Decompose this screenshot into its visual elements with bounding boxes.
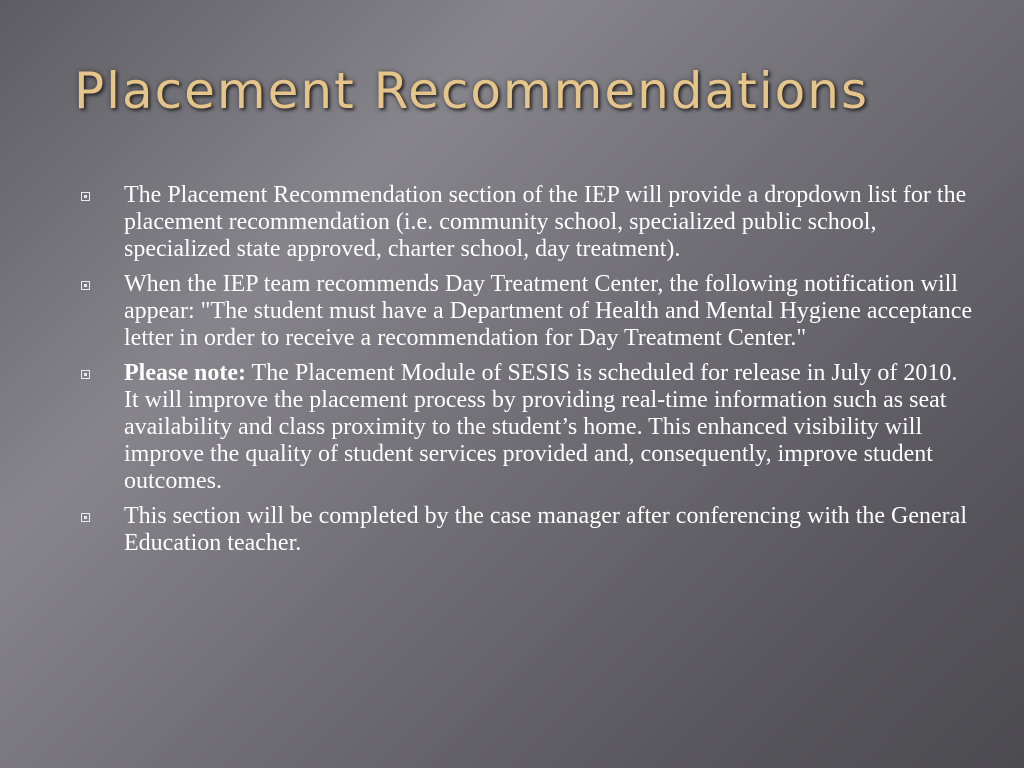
bullet-body: This section will be completed by the case manager after conferencing with the General Education teacher. <box>124 503 967 556</box>
bullet-item <box>78 360 978 495</box>
square-bullet-icon <box>81 513 90 522</box>
slide-title: Placement Recommendations <box>74 62 869 120</box>
bullet-text <box>124 182 966 262</box>
bullet-text <box>124 271 972 351</box>
square-bullet-icon <box>81 281 90 290</box>
square-bullet-icon <box>81 370 90 379</box>
bullet-text <box>124 503 967 556</box>
bullet-list <box>78 182 978 565</box>
bullet-body: The Placement Recommendation section of the IEP will provide a dropdown list for the placement recommendation (i.e. community school, specialized public school, specialized state approved, charter school, day treatment). <box>124 182 967 262</box>
bullet-body: When the IEP team recommends Day Treatment Center, the following notification will appear: "The student must have a Department of Health and Mental Hygiene acceptance letter in order to receive a recommendation for Day Treatment Center." <box>124 271 973 351</box>
bullet-text <box>124 360 957 494</box>
bullet-item <box>78 182 978 263</box>
bullet-body: The Placement Module of SESIS is scheduled for release in July of 2010. It will improve the placement process by providing real-time information such as seat availability and class proximity to the student’s home. This enhanced visibility will improve the quality of student services provided and, consequently, improve student outcomes. <box>124 360 958 494</box>
bullet-item <box>78 503 978 557</box>
bullet-bold-lead: Please note: <box>124 360 246 386</box>
bullet-item <box>78 271 978 352</box>
square-bullet-icon <box>81 192 90 201</box>
